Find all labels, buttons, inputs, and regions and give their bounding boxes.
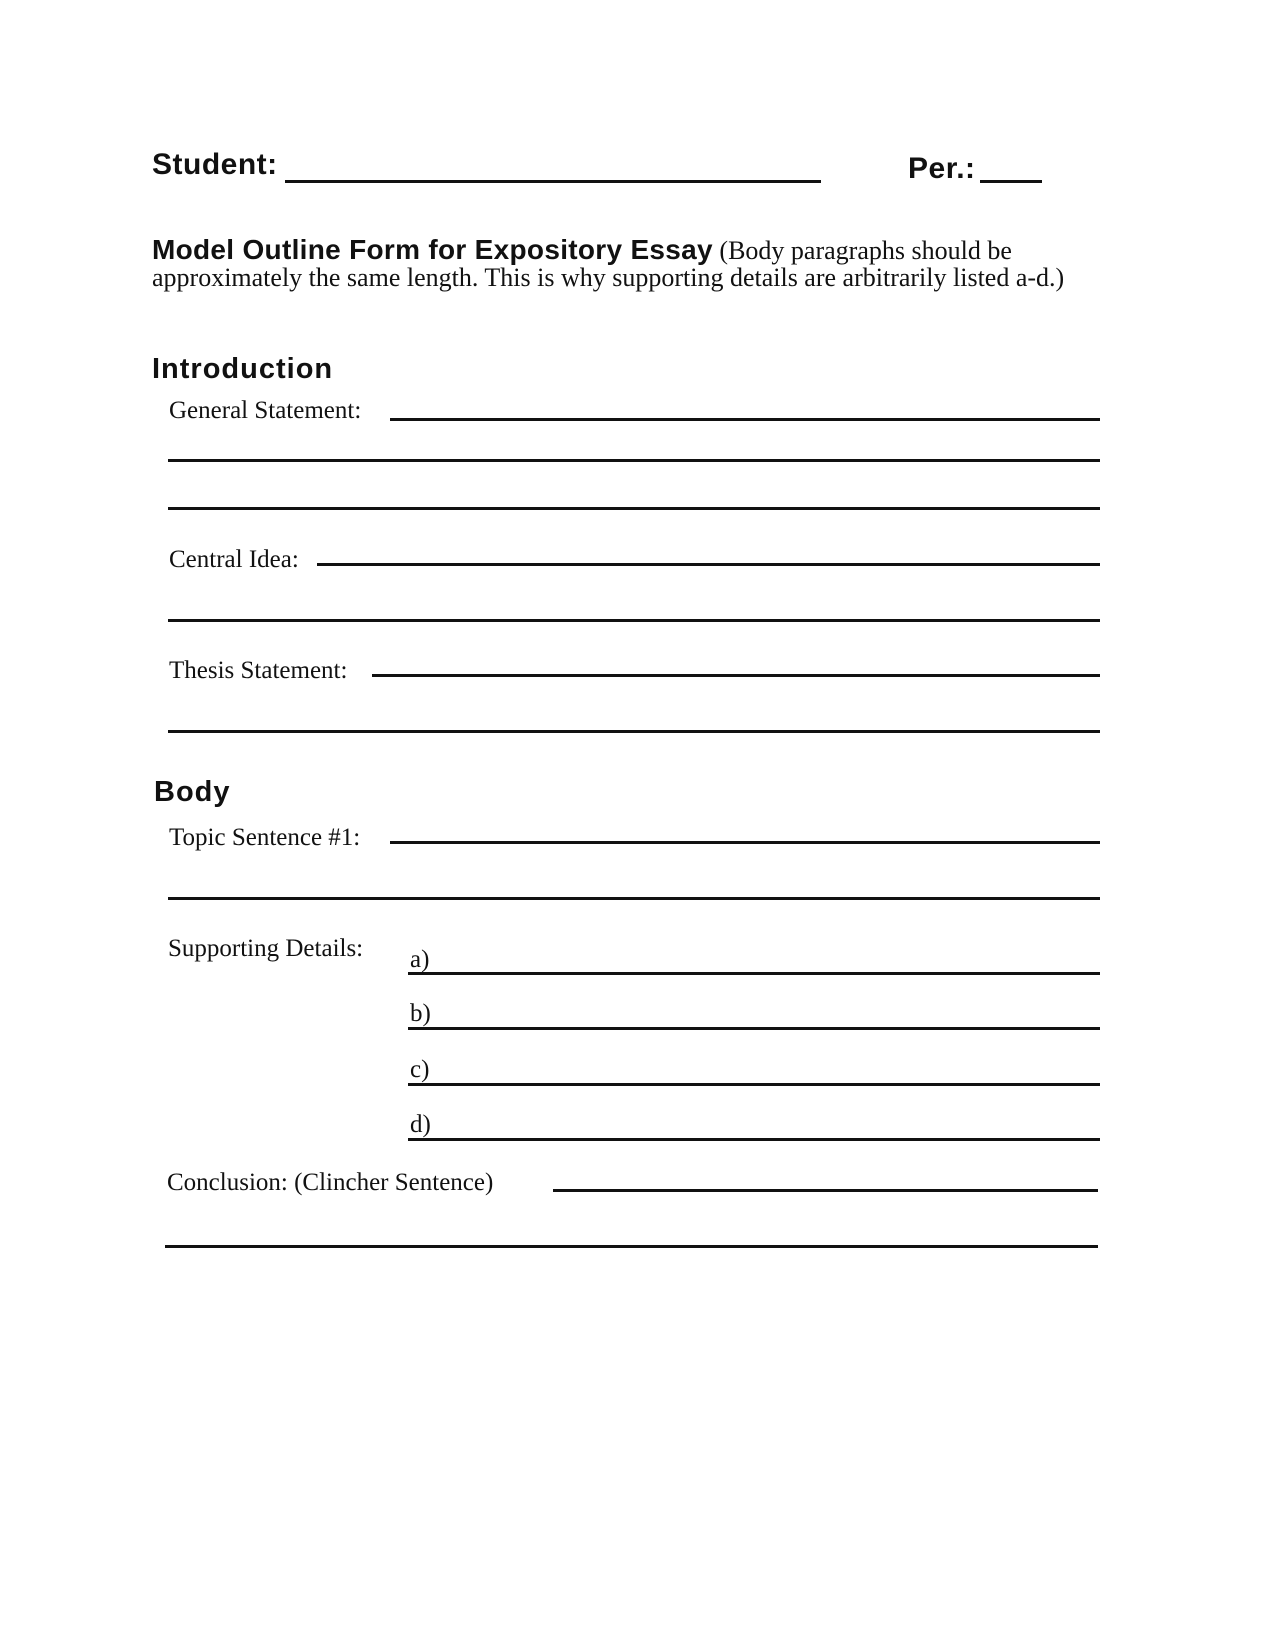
conclusion-label: Conclusion: (Clincher Sentence): [167, 1169, 494, 1196]
general-statement-line-1[interactable]: [390, 418, 1100, 421]
form-title-main: Model Outline Form for Expository Essay: [152, 234, 713, 265]
detail-d-label: d): [410, 1111, 431, 1138]
thesis-statement-line-2[interactable]: [168, 730, 1100, 733]
topic-sentence-line-2[interactable]: [168, 897, 1100, 900]
general-statement-line-2[interactable]: [168, 459, 1100, 462]
detail-a-label: a): [410, 946, 430, 973]
detail-d-line[interactable]: [408, 1138, 1100, 1141]
student-label: Student:: [152, 148, 278, 181]
period-field[interactable]: [980, 180, 1042, 183]
general-statement-line-3[interactable]: [168, 507, 1100, 510]
detail-a-line[interactable]: [408, 972, 1100, 975]
body-heading: Body: [154, 776, 231, 808]
detail-c-label: c): [410, 1056, 430, 1083]
topic-sentence-label: Topic Sentence #1:: [169, 824, 361, 851]
thesis-statement-label: Thesis Statement:: [169, 657, 348, 684]
detail-b-label: b): [410, 1000, 431, 1027]
detail-b-line[interactable]: [408, 1027, 1100, 1030]
form-title: [152, 236, 1102, 291]
central-idea-label: Central Idea:: [169, 546, 299, 573]
introduction-heading: Introduction: [152, 353, 334, 385]
period-label: Per.:: [908, 152, 976, 185]
conclusion-line-1[interactable]: [553, 1189, 1098, 1192]
form-title-note: (Body paragraphs should be approximately the same length. This is why supporting details are arbitrarily listed a-d.): [152, 236, 1065, 292]
student-name-field[interactable]: [285, 180, 821, 183]
general-statement-label: General Statement:: [169, 397, 362, 424]
detail-c-line[interactable]: [408, 1083, 1100, 1086]
central-idea-line-2[interactable]: [168, 619, 1100, 622]
supporting-details-label: Supporting Details:: [168, 935, 364, 962]
central-idea-line-1[interactable]: [317, 563, 1100, 566]
thesis-statement-line-1[interactable]: [372, 674, 1100, 677]
topic-sentence-line-1[interactable]: [390, 841, 1100, 844]
conclusion-line-2[interactable]: [165, 1245, 1098, 1248]
